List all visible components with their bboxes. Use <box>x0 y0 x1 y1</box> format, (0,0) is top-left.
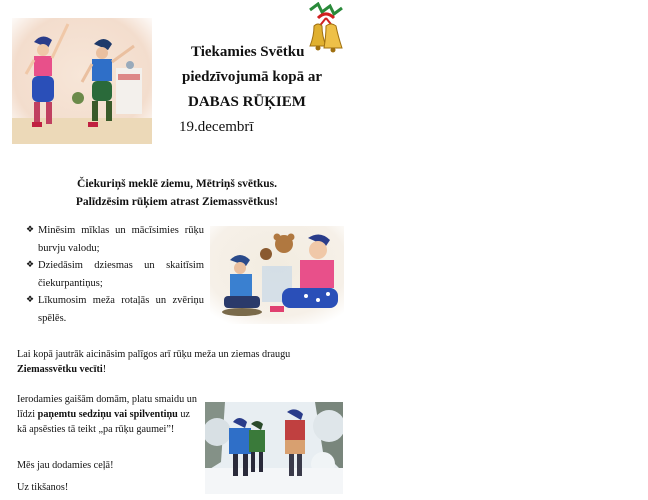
list-item: ❖ Dziedāsim dziesmas un skaitīsim čiekurpantiņus; <box>26 257 204 292</box>
photo-snow-walk <box>205 402 343 494</box>
list-item: ❖ Minēsim mīklas un mācīsimies rūķu burvju valodu; <box>26 222 204 257</box>
santa-name: Ziemassvētku vecīti <box>17 364 103 375</box>
subtitle-line-2: Palīdzēsim rūķiem atrast Ziemassvētkus! <box>75 196 279 208</box>
photo-sitting-gnomes <box>210 226 344 324</box>
list-item: ❖ Līkumosim meža rotaļās un zvēriņu spēlēs. <box>26 292 204 327</box>
bring-paragraph: Ierodamies gaišām domām, platu smaidu un līdzi paņemtu sedziņu vai spilventiņu uz kā apsēsties tā teikt „pa rūķu gaumei”! <box>17 394 197 435</box>
title-line-2: piedzīvojumā kopā ar <box>182 69 323 85</box>
title-line-3: DABAS RŪĶIEM <box>188 94 306 110</box>
invite-paragraph: Lai kopā jautrāk aicināsim palīgos arī rūķu meža un ziemas draugu Ziemassvētku vecīti! <box>17 349 291 375</box>
christmas-bells-icon <box>304 2 348 56</box>
closing-line-2: Uz tikšanos! <box>17 482 69 493</box>
event-date: 19.decembrī <box>179 119 254 135</box>
diamond-bullet-icon: ❖ <box>26 260 35 270</box>
photo-dancing-gnomes <box>12 18 152 144</box>
title-line-1: Tiekamies Svētku <box>191 44 305 60</box>
activities-list <box>26 222 204 327</box>
diamond-bullet-icon: ❖ <box>26 225 35 235</box>
closing-line-1: Mēs jau dodamies ceļā! <box>17 460 114 471</box>
diamond-bullet-icon: ❖ <box>26 295 35 305</box>
bring-items: paņemtu sedziņu vai spilventiņu <box>37 409 178 420</box>
subtitle-line-1: Čiekuriņš meklē ziemu, Mētriņš svētkus. <box>77 178 277 190</box>
